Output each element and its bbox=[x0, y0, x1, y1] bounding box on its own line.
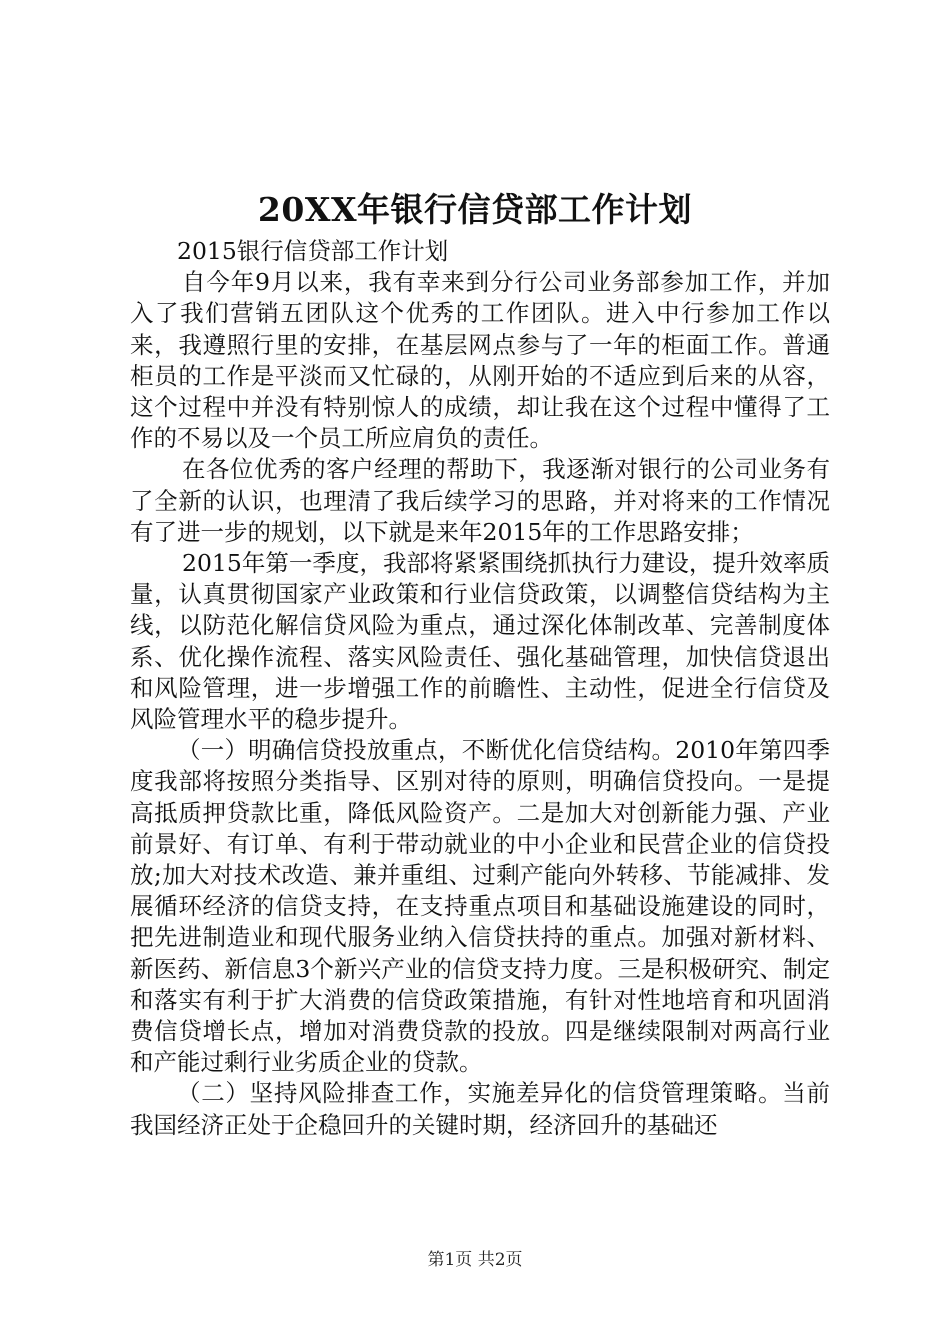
document-title: 20XX年银行信贷部工作计划 bbox=[257, 190, 693, 229]
document-body bbox=[130, 236, 830, 1141]
paragraph-3: 2015年第一季度，我部将紧紧围绕抓执行力建设，提升效率质量，认真贯彻国家产业政策和行业信贷政策，以调整信贷结构为主线，以防范化解信贷风险为重点，通过深化体制改革、完善制度体系、优化操作流程、落实风险责任、强化基础管理，加快信贷退出和风险管理，进一步增强工作的前瞻性、主动性，促进全行信贷及风险管理水平的稳步提升。 bbox=[130, 549, 830, 734]
paragraph-2: 在各位优秀的客户经理的帮助下，我逐渐对银行的公司业务有了全新的认识，也理清了我后续学习的思路，并对将来的工作情况有了进一步的规划，以下就是来年2015年的工作思路安排； bbox=[130, 455, 830, 546]
paragraph-5: （二）坚持风险排查工作，实施差异化的信贷管理策略。当前我国经济正处于企稳回升的关键时期，经济回升的基础还 bbox=[130, 1079, 830, 1139]
paragraph-1: 自今年9月以来，我有幸来到分行公司业务部参加工作，并加入了我们营销五团队这个优秀的工作团队。进入中行参加工作以来，我遵照行里的安排，在基层网点参与了一年的柜面工作。普通柜员的工作是平淡而又忙碌的，从刚开始的不适应到后来的从容，这个过程中并没有特别惊人的成绩，却让我在这个过程中懂得了工作的不易以及一个员工所应肩负的责任。 bbox=[130, 268, 830, 453]
page-footer: 第1页 共2页 bbox=[427, 1250, 523, 1270]
paragraph-4: （一）明确信贷投放重点，不断优化信贷结构。2010年第四季度我部将按照分类指导、区别对待的原则，明确信贷投向。一是提高抵质押贷款比重，降低风险资产。二是加大对创新能力强、产业前景好、有订单、有利于带动就业的中小企业和民营企业的信贷投放;加大对技术改造、兼并重组、过剩产能向外转移、节能减排、发展循环经济的信贷支持，在支持重点项目和基础设施建设的同时，把先进制造业和现代服务业纳入信贷扶持的重点。加强对新材料、新医药、新信息3个新兴产业的信贷支持力度。三是积极研究、制定和落实有利于扩大消费的信贷政策措施，有针对性地培育和巩固消费信贷增长点，增加对消费贷款的投放。四是继续限制对两高行业和产能过剩行业劣质企业的贷款。 bbox=[130, 736, 830, 1077]
document-subtitle: 2015银行信贷部工作计划 bbox=[177, 237, 449, 265]
